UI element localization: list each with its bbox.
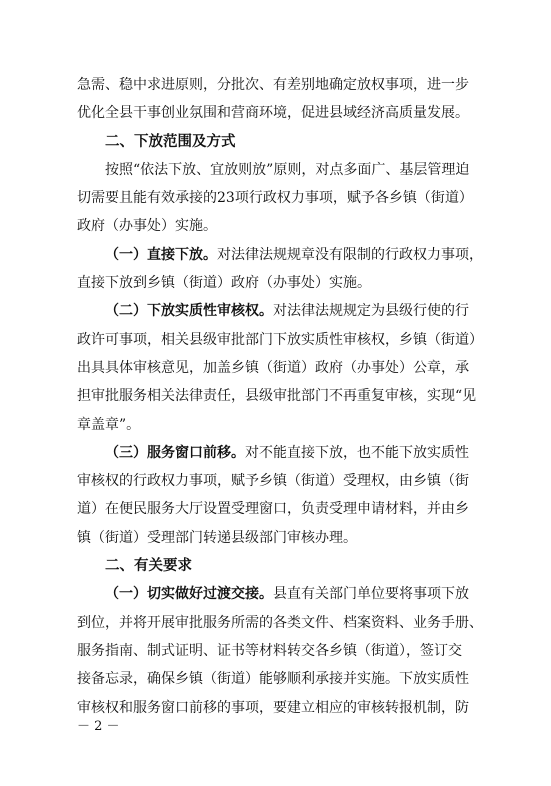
text-line xyxy=(77,467,481,495)
line-text: 二、下放范围及方式 xyxy=(105,133,236,150)
line-text: 二、有关要求 xyxy=(105,558,192,575)
line-text: 道）在便民服务大厅设置受理窗口，负责受理申请材料，并由乡 xyxy=(77,501,469,518)
line-text: 对法律法规规章没有限制的行政权力事项， xyxy=(217,246,483,263)
section-heading xyxy=(77,128,481,156)
text-line xyxy=(77,439,481,467)
page-number: － 2 － xyxy=(77,719,120,734)
line-text: 直接下放到乡镇（街道）政府（办事处）实施。 xyxy=(77,275,371,292)
text-line xyxy=(77,495,481,523)
line-text: 政府（办事处）实施。 xyxy=(77,218,217,235)
text-line xyxy=(77,354,481,382)
text-line xyxy=(77,212,481,240)
text-line xyxy=(77,99,481,127)
text-line xyxy=(77,326,481,354)
line-text: 接备忘录，确保乡镇（街道）能够顺利承接并实施。下放实质性 xyxy=(77,671,469,688)
text-line xyxy=(77,71,481,99)
line-text: 优化全县干事创业氛围和营商环境，促进县域经济高质量发展。 xyxy=(77,105,469,122)
text-line xyxy=(77,609,481,637)
text-line xyxy=(77,184,481,212)
text-line xyxy=(77,665,481,693)
text-line xyxy=(77,524,481,552)
section-heading xyxy=(77,552,481,580)
line-text: 切需要且能有效承接的23项行政权力事项，赋予各乡镇（街道） xyxy=(77,190,473,207)
item-lead: （三）服务窗口前移。 xyxy=(105,444,245,461)
line-text: 政许可事项，相关县级审批部门下放实质性审核权，乡镇（街道） xyxy=(77,331,483,348)
text-line xyxy=(77,297,481,325)
line-text: 县直有关部门单位要将事项下放 xyxy=(273,586,469,603)
line-text: 担审批服务相关法律责任，县级审批部门不再重复审核，实现“见 xyxy=(77,388,477,405)
line-text: 服务指南、制式证明、证书等材料转交各乡镇（街道），签订交 xyxy=(77,642,462,659)
item-lead: （二）下放实质性审核权。 xyxy=(105,303,273,320)
item-lead: （一）直接下放。 xyxy=(105,246,217,263)
line-text: 出具具体审核意见，加盖乡镇（街道）政府（办事处）公章，承 xyxy=(77,359,469,376)
line-text: 审核权的行政权力事项，赋予乡镇（街道）受理权，由乡镇（街 xyxy=(77,473,469,490)
text-line xyxy=(77,694,481,722)
line-text: 按照“依法下放、宜放则放”原则，对点多面广、基层管理迫 xyxy=(105,161,470,178)
text-line xyxy=(77,580,481,608)
text-line xyxy=(77,241,481,269)
text-line xyxy=(77,637,481,665)
item-lead: （一）切实做好过渡交接。 xyxy=(105,586,273,603)
text-line xyxy=(77,411,481,439)
text-line xyxy=(77,382,481,410)
line-text: 镇（街道）受理部门转递县级部门审核办理。 xyxy=(77,529,357,546)
line-text: 对不能直接下放，也不能下放实质性 xyxy=(245,444,469,461)
text-line xyxy=(77,156,481,184)
line-text: 审核权和服务窗口前移的事项，要建立相应的审核转报机制，防 xyxy=(77,699,469,716)
line-text: 章盖章”。 xyxy=(77,416,141,433)
line-text: 对法律法规规定为县级行使的行 xyxy=(273,303,469,320)
body-text xyxy=(77,71,481,722)
line-text: 到位，并将开展审批服务所需的各类文件、档案资料、业务手册、 xyxy=(77,614,483,631)
text-line xyxy=(77,269,481,297)
line-text: 急需、稳中求进原则，分批次、有差别地确定放权事项，进一步 xyxy=(77,77,469,93)
